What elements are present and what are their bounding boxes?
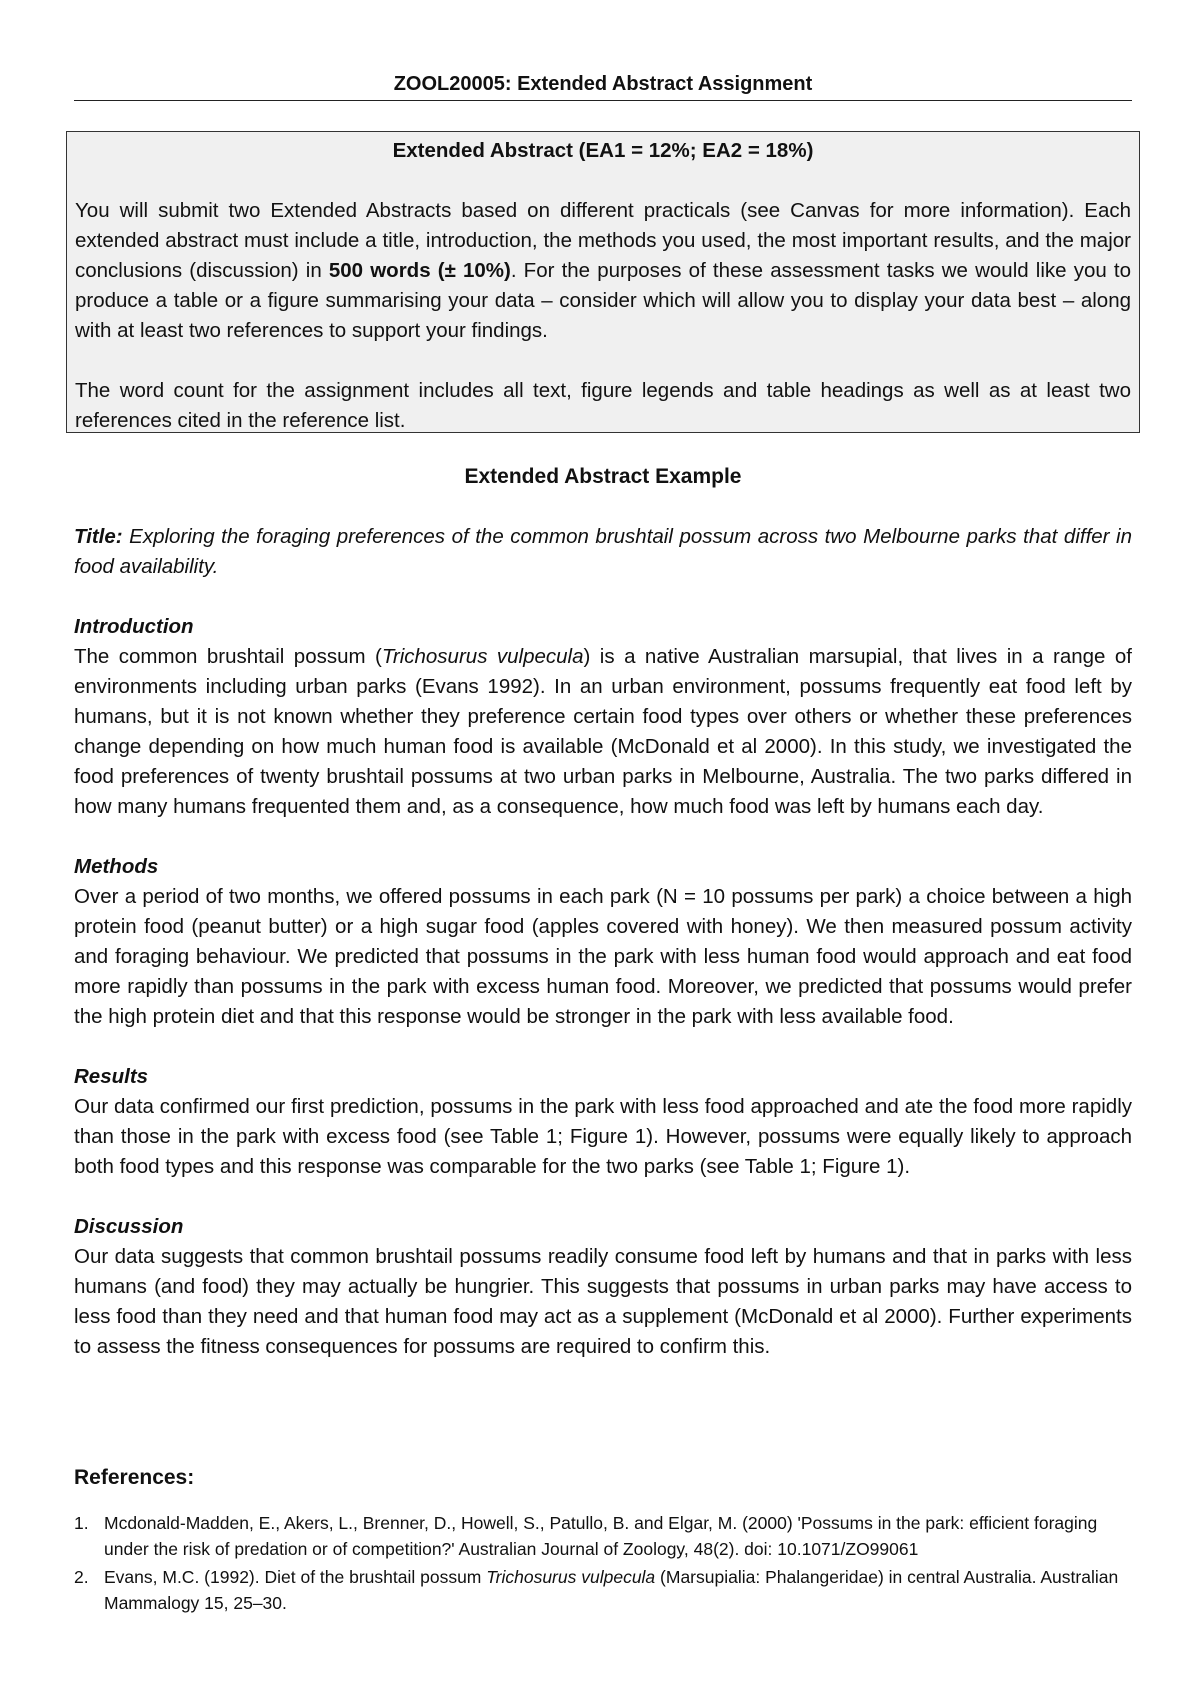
results-text: Our data confirmed our first prediction, possums in the park with less food approached and ate the food more rapidly than those in the park with excess food (see Table 1; Figure 1). However, possums were equally likely to approach both food types and this response was comparable for the two parks (see Table 1; Figure 1).	[74, 1095, 1132, 1178]
assignment-text: You will submit two Extended Abstracts based on different practicals (see Canvas for more information). Each extended abstract must include a title, introduction, the methods you used, the most important results, and the major conclusions (discussion) in	[75, 199, 1131, 282]
reference-text: Mcdonald-Madden, E., Akers, L., Brenner, D., Howell, S., Patullo, B. and Elgar, M. (2000) 'Possums in the park: efficient foraging under the risk of predation or of competition?' Australian Journal of Zoology, 48(2). doi: 10.1071/ZO99061	[104, 1513, 1098, 1559]
assignment-paragraph-2: The word count for the assignment includes all text, figure legends and table headings as well as at least two references cited in the reference list.	[75, 379, 1131, 432]
discussion-section	[74, 1212, 1132, 1362]
introduction-text	[74, 642, 1132, 822]
reference-number: 1.	[74, 1513, 89, 1533]
species-name: Trichosurus vulpecula	[381, 645, 584, 668]
results-section	[74, 1062, 1132, 1182]
introduction-heading: Introduction	[74, 615, 194, 638]
intro-text-a: The common brushtail possum (	[74, 645, 382, 668]
assignment-text-cont: . For the purposes of these assessment tasks we would like you to produce a table or a figure summarising your data – consider which will allow you to display your data best – along with at least two references to support your findings.	[75, 259, 1131, 342]
reference-italic: Trichosurus vulpecula	[486, 1567, 656, 1587]
title-label: Title:	[74, 525, 123, 548]
word-limit: 500 words (± 10%)	[328, 259, 511, 282]
methods-text: Over a period of two months, we offered possums in each park (N = 10 possums per park) a choice between a high protein food (peanut butter) or a high sugar food (apples covered with honey). We then measured possum activity and foraging behaviour. We predicted that possums in the park with less human food would approach and eat food more rapidly than possums in the park with excess human food. Moreover, we predicted that possums would prefer the high protein diet and that this response would be stronger in the park with less available food.	[74, 885, 1132, 1028]
methods-heading: Methods	[74, 855, 159, 878]
reference-item	[74, 1510, 1132, 1562]
references-heading: References:	[74, 1466, 195, 1489]
intro-text-b: ) is a native Australian marsupial, that lives in a range of environments including urban parks (Evans 1992). In an urban environment, possums frequently eat food left by humans, but it is not known whether they preference certain food types over others or whether these preferences change depending on how much human food is available (McDonald et al 2000). In this study, we investigated the food preferences of twenty brushtail possums at two urban parks in Melbourne, Australia. The two parks differed in how many humans frequented them and, as a consequence, how much food was left by humans each day.	[74, 645, 1132, 818]
example-heading: Extended Abstract Example	[464, 465, 742, 488]
title-text: Exploring the foraging preferences of the common brushtail possum across two Melbourne parks that differ in food availability.	[74, 525, 1132, 578]
assignment-box-title: Extended Abstract (EA1 = 12%; EA2 = 18%)	[392, 139, 814, 162]
reference-text: Evans, M.C. (1992). Diet of the brushtail possum	[104, 1567, 487, 1587]
reference-item	[74, 1564, 1132, 1616]
references-list	[74, 1510, 1132, 1618]
example-body	[74, 522, 1132, 1392]
assignment-info-box	[66, 131, 1140, 433]
introduction-section	[74, 612, 1132, 822]
discussion-heading: Discussion	[74, 1215, 184, 1238]
example-title	[74, 522, 1132, 582]
discussion-text: Our data suggests that common brushtail possums readily consume food left by humans and that in parks with less humans (and food) they may actually be hungrier. This suggests that possums in urban parks may have access to less food than they need and that human food may act as a supplement (McDonald et al 2000). Further experiments to assess the fitness consequences for possums are required to confirm this.	[74, 1245, 1132, 1358]
reference-number: 2.	[74, 1567, 89, 1587]
reference-text-cont: (Marsupialia: Phalangeridae) in central Australia. Australian Mammalogy 15, 25–30.	[104, 1567, 1119, 1613]
results-heading: Results	[74, 1065, 149, 1088]
page-header: ZOOL20005: Extended Abstract Assignment	[74, 70, 1132, 101]
methods-section	[74, 852, 1132, 1032]
assignment-paragraph-1	[75, 196, 1131, 346]
